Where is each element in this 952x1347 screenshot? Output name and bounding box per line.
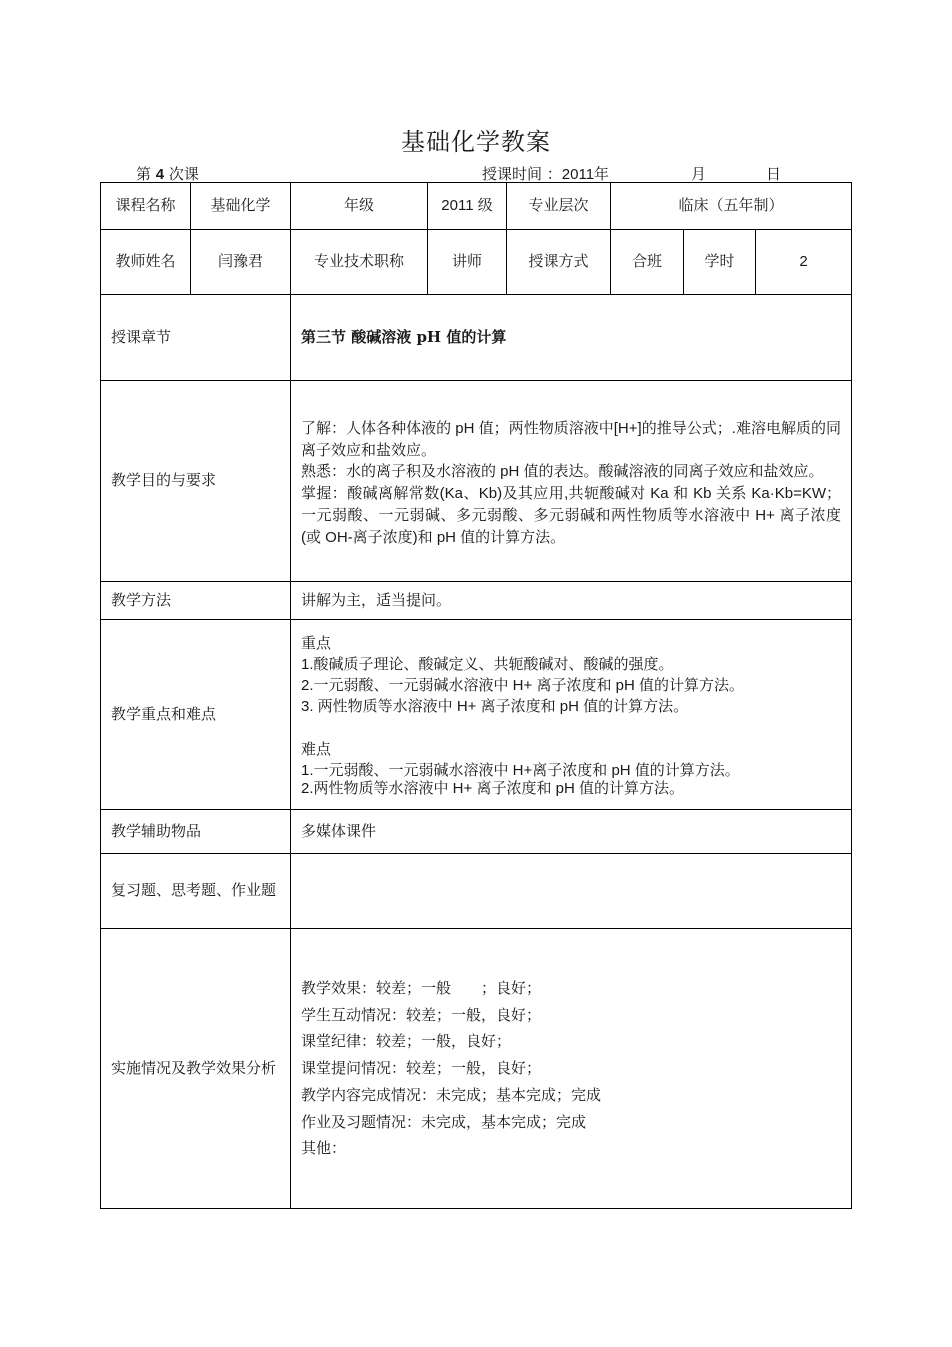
title-label: 专业技术职称 xyxy=(291,230,428,295)
key-points-content xyxy=(291,620,852,810)
objective-understand: 了解：人体各种体液的 pH 值；两性物质溶液中[H+]的推导公式；.难溶电解质的同离子效应和盐效应。 xyxy=(301,419,842,459)
evaluation-label: 实施情况及教学效果分析 xyxy=(101,929,291,1209)
lesson-prefix: 第 xyxy=(136,165,152,183)
objectives-content xyxy=(291,381,852,582)
hours-label: 学时 xyxy=(684,230,756,295)
homework-value xyxy=(291,854,852,929)
objective-master: 掌握：酸碱离解常数(Ka、Kb)及其应用,共轭酸碱对 Ka 和 Kb 关系 Ka·Kb=KW；一元弱酸、一元弱碱、多元弱酸、多元弱碱和两性物质等水溶液中 H+ 离子浓度(或 OH-离子浓度)和 pH 值的计算方法。 xyxy=(301,485,842,546)
key-points-row xyxy=(101,620,852,810)
key-item: 2.一元弱酸、一元弱碱水溶液中 H+ 离子浓度和 pH 值的计算方法。 xyxy=(301,677,744,695)
month-unit: 月 xyxy=(691,165,707,183)
key-item: 3. 两性物质等水溶液中 H+ 离子浓度和 pH 值的计算方法。 xyxy=(301,698,689,716)
aids-row xyxy=(101,810,852,854)
teaching-method-value: 讲解为主，适当提问。 xyxy=(291,582,852,620)
evaluation-row xyxy=(101,929,852,1209)
difficult-item: 1.一元弱酸、一元弱碱水溶液中 H+离子浓度和 pH 值的计算方法。 xyxy=(301,762,740,780)
difficult-title: 难点 xyxy=(301,741,332,759)
teacher-value: 闫豫君 xyxy=(191,230,291,295)
objectives-label: 教学目的与要求 xyxy=(101,381,291,582)
hours-value: 2 xyxy=(756,230,852,295)
objectives-row xyxy=(101,381,852,582)
aids-value: 多媒体课件 xyxy=(291,810,852,854)
class-time xyxy=(482,163,609,184)
year-value: 2011 xyxy=(561,166,595,183)
method-value: 合班 xyxy=(611,230,684,295)
chapter-row xyxy=(101,295,852,381)
chapter-label: 授课章节 xyxy=(101,295,291,381)
teaching-method-label: 教学方法 xyxy=(101,582,291,620)
chapter-value: 第三节 酸碱溶液 pH 值的计算 xyxy=(291,295,852,381)
method-label: 授课方式 xyxy=(507,230,611,295)
course-info-row xyxy=(101,183,852,230)
lesson-number: 4 xyxy=(155,166,165,183)
lesson-count xyxy=(136,163,199,184)
objective-familiar: 熟悉：水的离子积及水溶液的 pH 值的表达。酸碱溶液的同离子效应和盐效应。 xyxy=(301,463,824,481)
lesson-suffix: 次课 xyxy=(168,165,199,183)
evaluation-line: 作业及习题情况：未完成，基本完成；完成 xyxy=(301,1112,587,1131)
day-unit: 日 xyxy=(766,165,782,183)
evaluation-line: 教学效果：较差；一般 ；良好； xyxy=(301,978,542,997)
course-name-label: 课程名称 xyxy=(101,183,191,230)
evaluation-content xyxy=(291,929,852,1209)
homework-label: 复习题、思考题、作业题 xyxy=(101,854,291,929)
level-value: 临床（五年制） xyxy=(611,183,852,230)
page-title: 基础化学教案 xyxy=(401,128,551,156)
level-label: 专业层次 xyxy=(507,183,611,230)
evaluation-line: 其他： xyxy=(301,1139,347,1158)
evaluation-line: 学生互动情况：较差；一般，良好； xyxy=(301,1005,542,1024)
grade-label: 年级 xyxy=(291,183,428,230)
lesson-plan-table xyxy=(100,182,852,1209)
key-title: 重点 xyxy=(301,635,332,653)
evaluation-line: 课堂纪律：较差；一般，良好； xyxy=(301,1032,512,1051)
grade-value: 2011 级 xyxy=(428,183,507,230)
teacher-label: 教师姓名 xyxy=(101,230,191,295)
teacher-info-row xyxy=(101,230,852,295)
course-name-value: 基础化学 xyxy=(191,183,291,230)
difficult-item: 2.两性物质等水溶液中 H+ 离子浓度和 pH 值的计算方法。 xyxy=(301,780,684,798)
key-points-label: 教学重点和难点 xyxy=(101,620,291,810)
method-row xyxy=(101,582,852,620)
year-unit: 年 xyxy=(594,165,610,183)
time-label: 授课时间 ： xyxy=(482,165,562,183)
evaluation-line: 课堂提问情况：较差；一般，良好； xyxy=(301,1059,542,1078)
evaluation-line: 教学内容完成情况：未完成；基本完成；完成 xyxy=(301,1085,602,1104)
aids-label: 教学辅助物品 xyxy=(101,810,291,854)
key-item: 1.酸碱质子理论、酸碱定义、共轭酸碱对、酸碱的强度。 xyxy=(301,656,674,674)
title-value: 讲师 xyxy=(428,230,507,295)
homework-row xyxy=(101,854,852,929)
